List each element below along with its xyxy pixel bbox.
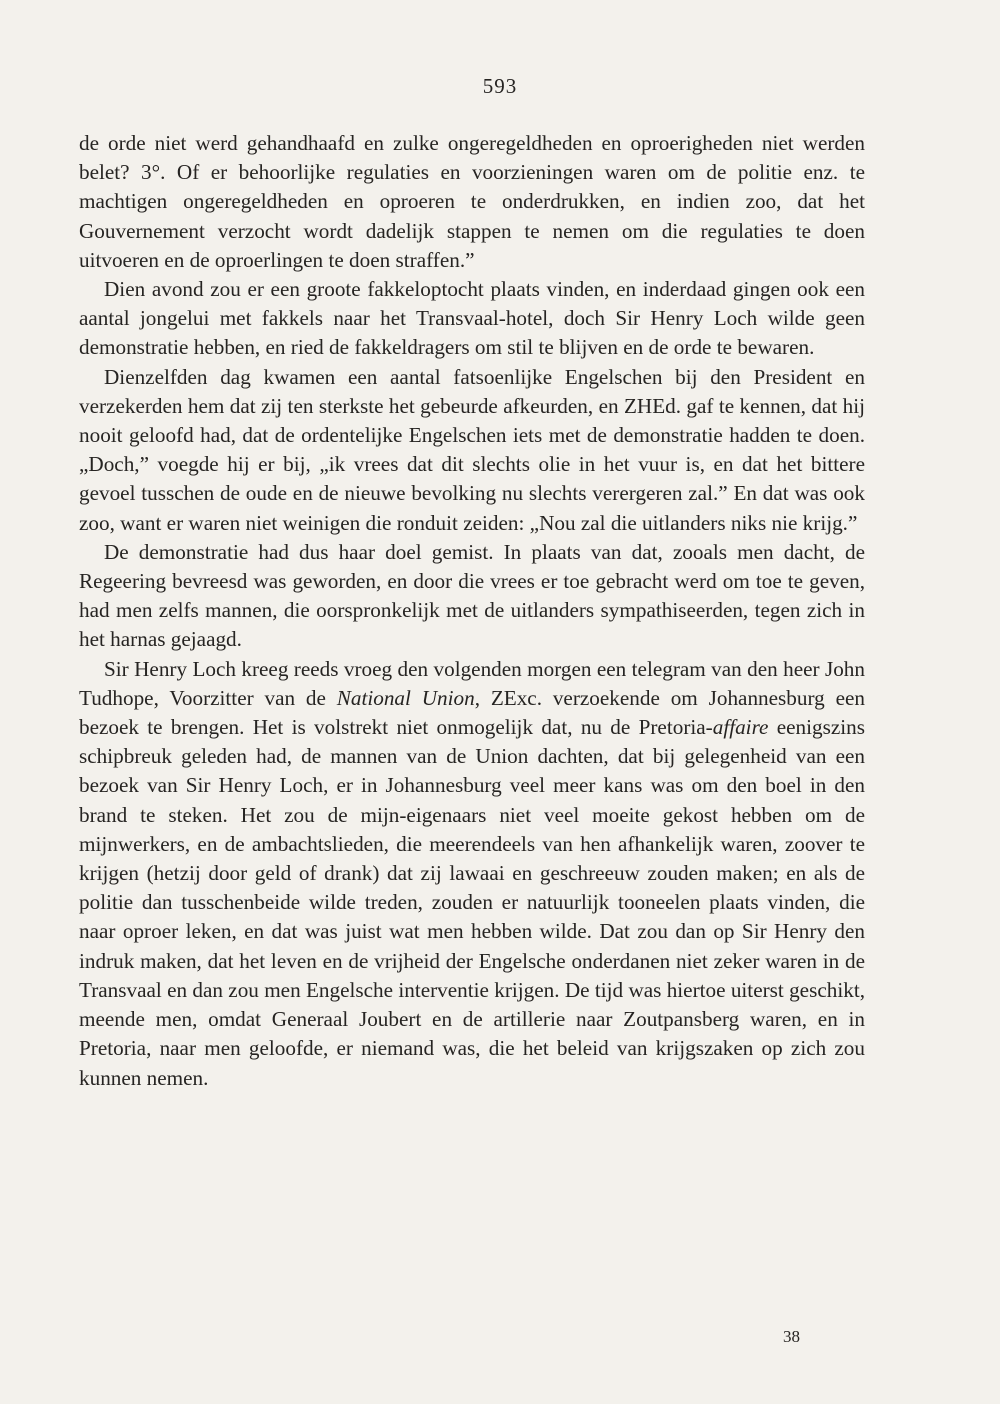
paragraph-2-text: Dien avond zou er een groote fakkeloptocht plaats vinden, en inderdaad gingen ook een aantal jongelui met fakkels naar het Transvaal-hotel, doch Sir Henry Loch wilde geen demonstratie hebben, en ried de fakkeldragers om stil te blijven en de orde te bewaren.	[79, 277, 865, 360]
national-union-italic: National Union	[336, 685, 475, 710]
body-text	[79, 129, 865, 1093]
paragraph-4	[79, 538, 865, 655]
page-number: 593	[482, 74, 518, 98]
paragraph-4-text: De demonstratie had dus haar doel gemist. In plaats van dat, zooals men dacht, de Regeering bevreesd was geworden, en door die vrees er toe gebracht werd om toe te geven, had men zelfs mannen, die oorspronkelijk met de uitlanders sympathiseerden, tegen zich in het harnas gejaagd.	[79, 539, 865, 652]
affaire-italic: affaire	[712, 715, 769, 740]
paragraph-3	[79, 363, 865, 538]
paragraph-1-text: de orde niet werd gehandhaafd en zulke ongeregeldheden en oproerigheden niet werden belet? 3°. Of er behoorlijke regulaties en voorzieningen waren om de politie enz. te machtigen ongeregeldheden en oproeren te onderdrukken, en indien zoo, dat het Gouvernement verzocht wordt dadelijk stappen te nemen om die regulaties te doen uitvoeren en de oproerlingen te doen straffen.”	[79, 131, 865, 272]
signature-mark: 38	[783, 1327, 800, 1346]
paragraph-5	[79, 655, 865, 1093]
paragraph-3-text: Dienzelfden dag kwamen een aantal fatsoenlijke Engelschen bij den President en verzekerden hem dat zij ten sterkste het gebeurde afkeurden, en ZHEd. gaf te kennen, dat hij nooit geloofd had, dat de ordentelijke Engelschen iets met de demonstratie hadden te doen. „Doch,” voegde hij er bij, „ik vrees dat dit slechts olie in het vuur is, en dat het bittere gevoel tusschen de oude en de nieuwe bevolking nu slechts verergeren zal.” En dat was ook zoo, want er waren niet weinigen die ronduit zeiden: „Nou zal die uitlanders niks nie krijg.”	[79, 364, 865, 535]
paragraph-5-text-part-1: Sir Henry Loch kreeg reeds vroeg den volgenden morgen een telegram van den heer John Tudhope, Voorzitter van de	[79, 656, 865, 710]
paragraph-2	[79, 275, 865, 363]
paragraph-5-text-part-2: , ZExc. verzoekende om Johannesburg een bezoek te brengen. Het is volstrekt niet onmogelijk dat, nu de Pretoria-	[79, 685, 865, 740]
paragraph-1	[79, 129, 865, 275]
paragraph-5-text-part-3: eenigszins schipbreuk geleden had, de mannen van de Union dachten, dat bij gelegenheid van een bezoek van Sir Henry Loch, er in Johannesburg veel meer kans was om den boel in den brand te steken. Het zou de mijn-eigenaars niet veel moeite gekost hebben om de mijnwerkers, en de ambachtslieden, die meerendeels van hen afhankelijk waren, zoover te krijgen (hetzij door geld of drank) dat zij lawaai en geschreeuw zouden maken; en als de politie dan tusschenbeide wilde treden, zouden er natuurlijk tooneelen plaats vinden, die naar oproer leken, en dat was juist wat men hebben wilde. Dat zou dan op Sir Henry den indruk maken, dat het leven en de vrijheid der Engelsche onderdanen niet zeker waren in de Transvaal en dan zou men Engelsche interventie krijgen. De tijd was hiertoe uiterst geschikt, meende men, omdat Generaal Joubert en de artillerie naar Zoutpansberg waren, en in Pretoria, naar men geloofde, er niemand was, die het beleid van krijgszaken op zich zou kunnen nemen.	[79, 715, 865, 1090]
